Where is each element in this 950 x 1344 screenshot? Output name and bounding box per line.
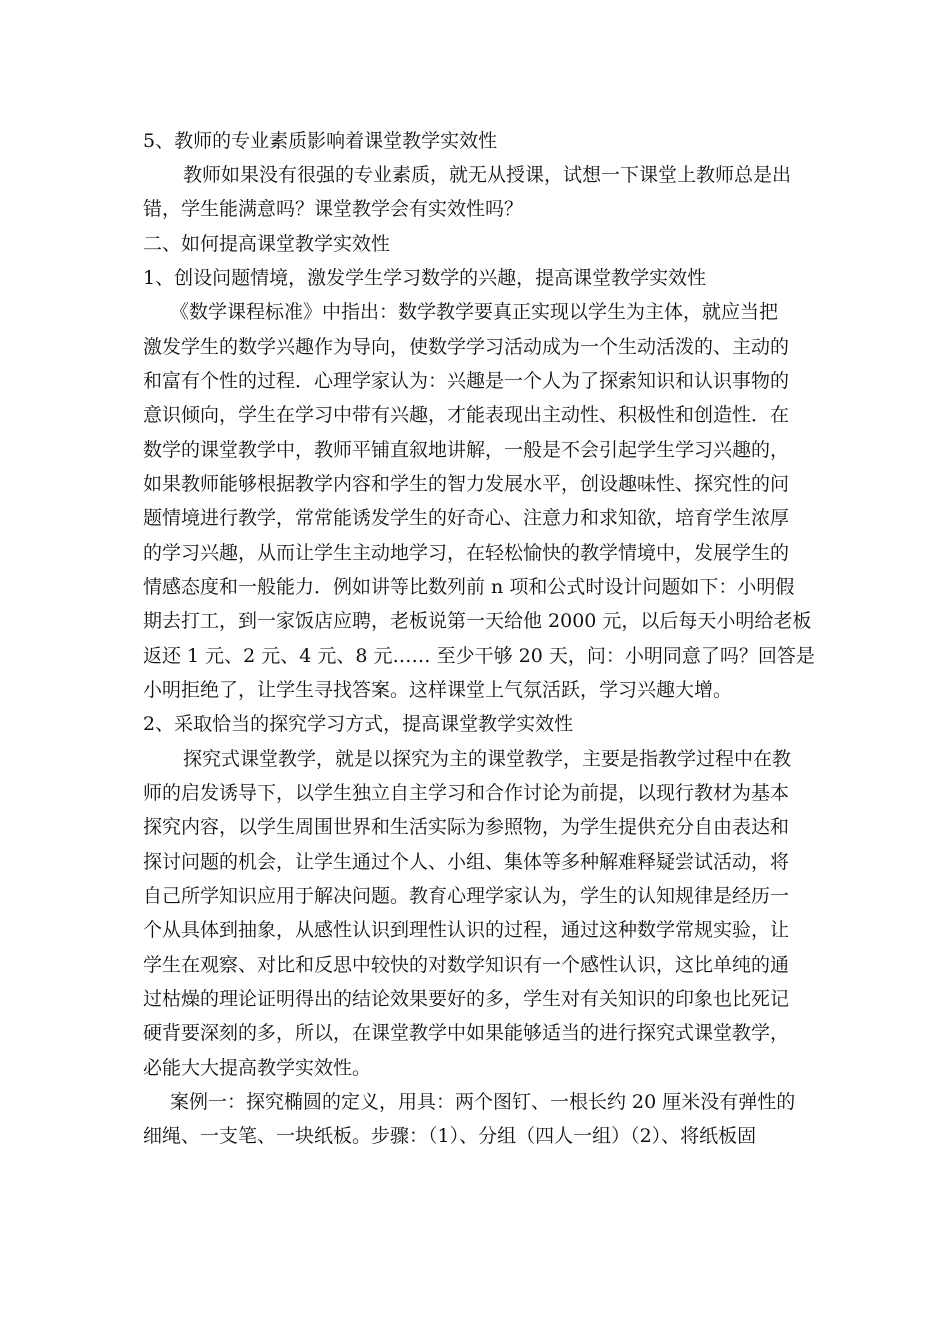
paragraph-line: 返还 1 元、2 元、4 元、8 元…… 至少干够 20 天，问：小明同意了吗？回答是 [143, 645, 815, 667]
paragraph-line: 和富有个性的过程．心理学家认为：兴趣是一个人为了探索知识和认识事物的 [143, 370, 790, 392]
paragraph-line: 探讨问题的机会，让学生通过个人、小组、集体等多种解难释疑尝试活动，将 [143, 851, 790, 873]
paragraph-line: 期去打工，到一家饭店应聘，老板说第一天给他 2000 元，以后每天小明给老板 [143, 610, 812, 632]
paragraph-line: 自己所学知识应用于解决问题。教育心理学家认为，学生的认知规律是经历一 [143, 885, 790, 907]
paragraph-line: 错，学生能满意吗？课堂教学会有实效性吗？ [143, 198, 524, 220]
paragraph-line: 探究内容，以学生周围世界和生活实际为参照物，为学生提供充分自由表达和 [143, 816, 790, 838]
section-heading: 5、教师的专业素质影响着课堂教学实效性 [143, 130, 498, 152]
paragraph-line: 师的启发诱导下，以学生独立自主学习和合作讨论为前提，以现行教材为基本 [143, 782, 790, 804]
paragraph-line: 学生在观察、对比和反思中较快的对数学知识有一个感性认识，这比单纯的通 [143, 954, 790, 976]
paragraph-line: 《数学课程标准》中指出：数学教学要真正实现以学生为主体，就应当把 [170, 301, 779, 323]
paragraph-line: 意识倾向，学生在学习中带有兴趣，才能表现出主动性、积极性和创造性．在 [143, 404, 790, 426]
subsection-heading: 2、采取恰当的探究学习方式，提高课堂教学实效性 [143, 713, 574, 735]
paragraph-line: 必能大大提高教学实效性。 [143, 1057, 372, 1079]
paragraph-line: 如果教师能够根据教学内容和学生的智力发展水平，创设趣味性、探究性的问 [143, 473, 790, 495]
paragraph-line: 细绳、一支笔、一块纸板。步骤：（1）、分组（四人一组）（2）、将纸板固 [143, 1125, 757, 1147]
paragraph-line: 硬背要深刻的多，所以，在课堂教学中如果能够适当的进行探究式课堂教学， [143, 1022, 790, 1044]
paragraph-line: 小明拒绝了，让学生寻找答案。这样课堂上气氛活跃，学习兴趣大增。 [143, 679, 733, 701]
paragraph-line: 过枯燥的理论证明得出的结论效果要好的多，学生对有关知识的印象也比死记 [143, 988, 790, 1010]
section-heading: 二、如何提高课堂教学实效性 [143, 233, 391, 255]
paragraph-line: 个从具体到抽象，从感性认识到理性认识的过程，通过这种数学常规实验，让 [143, 919, 790, 941]
paragraph-line: 数学的课堂教学中，教师平铺直叙地讲解，一般是不会引起学生学习兴趣的， [143, 439, 790, 461]
paragraph-line: 的学习兴趣，从而让学生主动地学习，在轻松愉快的教学情境中，发展学生的 [143, 542, 790, 564]
paragraph-line: 案例一：探究椭圆的定义，用具：两个图钉、一根长约 20 厘米没有弹性的 [170, 1091, 796, 1113]
paragraph-line: 教师如果没有很强的专业素质，就无从授课，试想一下课堂上教师总是出 [183, 164, 792, 186]
paragraph-line: 题情境进行教学，常常能诱发学生的好奇心、注意力和求知欲，培育学生浓厚 [143, 507, 790, 529]
paragraph-line: 情感态度和一般能力．例如讲等比数列前 n 项和公式时设计问题如下：小明假 [143, 576, 795, 598]
paragraph-line: 探究式课堂教学，就是以探究为主的课堂教学，主要是指教学过程中在教 [183, 748, 792, 770]
subsection-heading: 1、创设问题情境，激发学生学习数学的兴趣，提高课堂教学实效性 [143, 267, 707, 289]
paragraph-line: 激发学生的数学兴趣作为导向，使数学学习活动成为一个生动活泼的、主动的 [143, 336, 790, 358]
